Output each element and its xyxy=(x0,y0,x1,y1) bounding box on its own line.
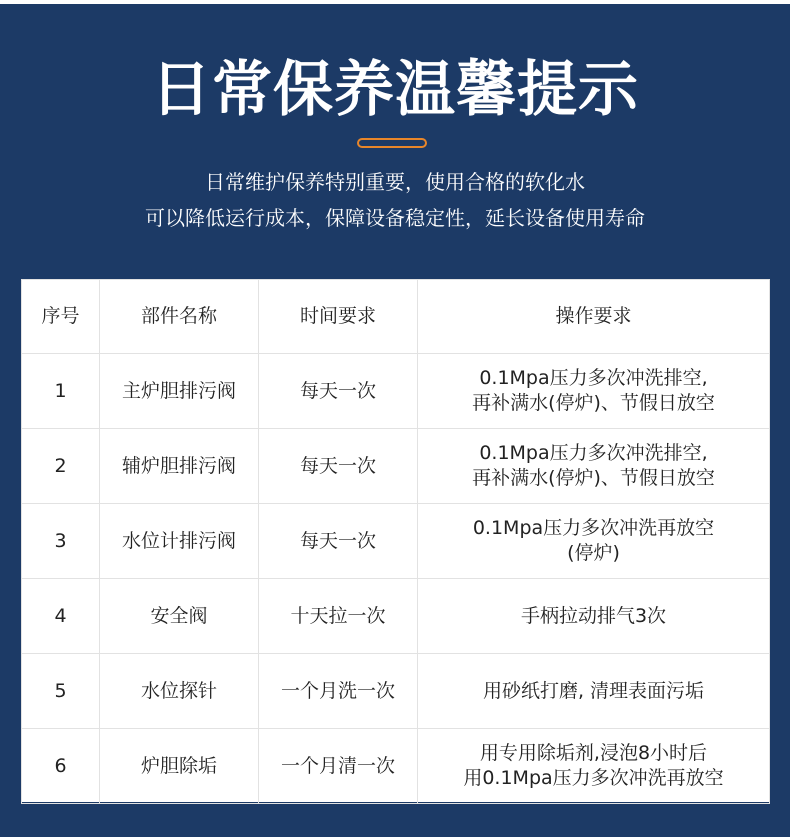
cell-operation xyxy=(418,579,770,654)
operation-line-1: 用砂纸打磨, 清理表面污垢 xyxy=(482,679,705,702)
table-header-row xyxy=(22,280,770,354)
column-header-part: 部件名称 xyxy=(100,280,259,354)
operation-line-1: 用专用除垢剂,浸泡8小时后 xyxy=(479,742,708,764)
table-row xyxy=(22,729,770,804)
operation-line-1: 0.1Mpa压力多次冲洗排空, xyxy=(479,367,708,389)
cell-time: 每天一次 xyxy=(259,504,418,579)
cell-part: 安全阀 xyxy=(100,579,259,654)
table-row xyxy=(22,579,770,654)
cell-no: 4 xyxy=(22,579,100,654)
operation-line-1: 手柄拉动排气3次 xyxy=(520,604,667,627)
cell-part: 水位计排污阀 xyxy=(100,504,259,579)
table-row xyxy=(22,654,770,729)
cell-operation xyxy=(418,729,770,804)
cell-no: 2 xyxy=(22,429,100,504)
operation-line-1: 0.1Mpa压力多次冲洗排空, xyxy=(479,442,708,464)
cell-operation xyxy=(418,654,770,729)
cell-no: 1 xyxy=(22,354,100,429)
column-header-operation: 操作要求 xyxy=(418,280,770,354)
cell-part: 主炉胆排污阀 xyxy=(100,354,259,429)
table-row xyxy=(22,354,770,429)
operation-line-2: (停炉) xyxy=(567,542,620,564)
cell-part: 炉胆除垢 xyxy=(100,729,259,804)
top-border xyxy=(0,0,790,4)
cell-operation xyxy=(418,354,770,429)
operation-line-1: 0.1Mpa压力多次冲洗再放空 xyxy=(472,517,715,539)
subtitle-line-1: 日常维护保养特别重要，使用合格的软化水 xyxy=(205,170,585,194)
decorative-divider-pill xyxy=(357,138,427,148)
maintenance-table-card xyxy=(21,279,769,802)
cell-time: 一个月洗一次 xyxy=(259,654,418,729)
cell-part: 辅炉胆排污阀 xyxy=(100,429,259,504)
cell-operation xyxy=(418,504,770,579)
table-row xyxy=(22,504,770,579)
cell-no: 3 xyxy=(22,504,100,579)
table-row xyxy=(22,429,770,504)
maintenance-table xyxy=(21,279,770,804)
cell-no: 6 xyxy=(22,729,100,804)
page-title: 日常保养温馨提示 xyxy=(151,55,639,125)
cell-time: 每天一次 xyxy=(259,354,418,429)
column-header-time: 时间要求 xyxy=(259,280,418,354)
cell-no: 5 xyxy=(22,654,100,729)
column-header-no: 序号 xyxy=(22,280,100,354)
cell-operation xyxy=(418,429,770,504)
operation-line-2: 再补满水(停炉)、节假日放空 xyxy=(472,467,715,489)
operation-line-2: 用0.1Mpa压力多次冲洗再放空 xyxy=(463,767,724,789)
operation-line-2: 再补满水(停炉)、节假日放空 xyxy=(472,392,715,414)
cell-part: 水位探针 xyxy=(100,654,259,729)
cell-time: 十天拉一次 xyxy=(259,579,418,654)
subtitle-line-2: 可以降低运行成本，保障设备稳定性，延长设备使用寿命 xyxy=(145,206,645,230)
cell-time: 一个月清一次 xyxy=(259,729,418,804)
cell-time: 每天一次 xyxy=(259,429,418,504)
